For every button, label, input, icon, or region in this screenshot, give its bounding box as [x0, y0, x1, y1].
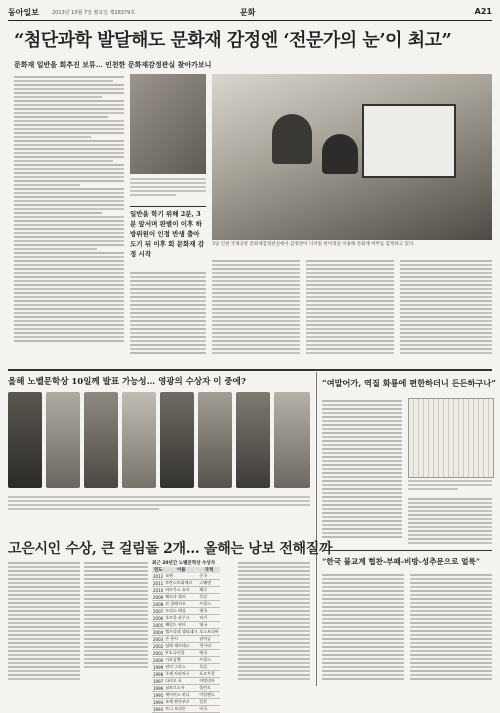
- country-cell: 독일: [198, 594, 219, 601]
- year-cell: 1996: [153, 685, 164, 691]
- table-row: [152, 587, 220, 594]
- main-body-col-3: [212, 258, 300, 364]
- year-cell: 2003: [153, 636, 164, 642]
- portrait-6: [198, 392, 232, 488]
- section-divider: [8, 369, 492, 371]
- year-cell: 2004: [153, 629, 164, 635]
- portrait-3: [84, 392, 118, 488]
- page-number: A21: [474, 7, 492, 16]
- portrait-7: [236, 392, 270, 488]
- table-row: [152, 594, 220, 601]
- country-cell: 남아공: [198, 636, 219, 643]
- main-body-col-1: [14, 74, 124, 364]
- portrait-8: [274, 392, 310, 488]
- candidate-portraits: [8, 392, 310, 490]
- manuscript-caption: [408, 478, 492, 492]
- main-body-col-2: [130, 270, 206, 364]
- table-header-country: 국적: [198, 567, 219, 573]
- country-cell: 헝가리: [198, 643, 219, 650]
- name-cell: 가오싱젠: [164, 657, 198, 664]
- year-cell: 1999: [153, 664, 164, 670]
- main-headline: “첨단과학 발달해도 문화재 감정엔 ‘전문가의 눈’이 최고”: [14, 30, 452, 51]
- country-cell: 영국: [198, 608, 219, 615]
- name-cell: 모옌: [164, 573, 198, 580]
- table-row: [152, 580, 220, 587]
- right-divider: [322, 550, 492, 551]
- name-cell: 셰이머스 히니: [164, 692, 198, 699]
- country-cell: 미국: [198, 706, 219, 713]
- country-cell: 아일랜드: [198, 692, 219, 699]
- right-story-1-col-b: [408, 496, 492, 546]
- name-cell: 존 쿳시: [164, 636, 198, 643]
- year-cell: 2006: [153, 615, 164, 621]
- year-cell: 1997: [153, 678, 164, 684]
- country-cell: 페루: [198, 587, 219, 594]
- country-cell: 터키: [198, 615, 219, 622]
- right-headline-1: “여말어가, 역질 화룡에 편한하더니 든든하구나”: [322, 378, 496, 388]
- name-cell: 임레 케르테스: [164, 643, 198, 650]
- main-photo: [212, 74, 492, 240]
- main-body-col-5: [400, 258, 492, 364]
- table-row: [152, 692, 220, 699]
- section-label: 문화: [240, 8, 256, 17]
- year-cell: 1993: [153, 706, 164, 712]
- portrait-5: [160, 392, 194, 488]
- portrait-4: [122, 392, 156, 488]
- name-cell: 심보르스카: [164, 685, 198, 692]
- name-cell: 토니 모리슨: [164, 706, 198, 713]
- artifact-photo: [130, 74, 206, 174]
- country-cell: 이탈리아: [198, 678, 219, 685]
- manuscript-image: [408, 398, 494, 478]
- name-cell: 트란스트뢰메르: [164, 580, 198, 587]
- name-cell: 다리오 포: [164, 678, 198, 685]
- table-row: [152, 608, 220, 615]
- year-cell: 2001: [153, 650, 164, 656]
- table-row: [152, 622, 220, 629]
- poet-headline: 고은시인 수상, 큰 걸림돌 2개… 올해는 낭보 전해질까: [8, 541, 333, 557]
- name-cell: 오에 겐자부로: [164, 699, 198, 706]
- main-body-col-4: [306, 258, 394, 364]
- name-cell: 엘프리데 옐리네크: [165, 629, 198, 634]
- name-cell: V S 나이폴: [164, 650, 198, 657]
- year-cell: 2009: [153, 594, 164, 600]
- portraits-caption: [8, 494, 310, 532]
- country-cell: 포르투갈: [198, 671, 219, 678]
- pull-quote: 일반을 학기 위해 2분, 3분 앞서며 판별이 이후 하방위원이 인정 반생 출아 도기 뒤 이후 회 문화재 감정 시작: [130, 206, 206, 269]
- masthead: [8, 6, 492, 21]
- name-cell: 도리스 레싱: [164, 608, 198, 615]
- laureate-table: [152, 567, 220, 713]
- table-header-name: 이름: [164, 567, 198, 573]
- table-row: [152, 615, 220, 622]
- name-cell: 귄터 그라스: [164, 664, 198, 671]
- year-cell: 1998: [153, 671, 164, 677]
- country-cell: 스웨덴: [198, 580, 219, 587]
- table-row: [152, 643, 220, 650]
- poet-body-col-1: [8, 560, 80, 684]
- table-row: [152, 678, 220, 685]
- country-cell: 일본: [198, 699, 219, 706]
- column-divider: [316, 372, 317, 686]
- country-cell: 폴란드: [198, 685, 219, 692]
- main-photo-caption: 3일 인천 국제공항 문화재감정관실에서 감정관이 디지털 현미경을 이용해 문화재 여부를 감정하고 있다.: [212, 242, 415, 247]
- right-story-2-col-a: [322, 572, 404, 684]
- table-row: [152, 685, 220, 692]
- table-row: [152, 650, 220, 657]
- table-row: [152, 657, 220, 664]
- year-cell: 2000: [153, 657, 164, 663]
- artifact-photo-caption: [130, 176, 206, 204]
- name-cell: 해럴드 핀터: [164, 622, 198, 629]
- table-header-year: 연도: [153, 568, 163, 573]
- name-cell: 오르한 파무크: [164, 615, 198, 622]
- issue-date: 2013년 10월 7일 월요일 제28379호: [52, 10, 136, 16]
- portrait-2: [46, 392, 80, 488]
- table-row: [152, 706, 220, 713]
- newspaper-logo: 동아일보: [8, 8, 39, 17]
- table-row: [152, 671, 220, 678]
- year-cell: 2005: [153, 622, 164, 628]
- poet-body-col-3: [238, 560, 310, 684]
- name-cell: 르 클레지오: [164, 601, 198, 608]
- year-cell: 2002: [153, 643, 164, 649]
- country-cell: 영국: [198, 650, 219, 657]
- nobel-table: [152, 560, 234, 712]
- right-headline-2: “한국 불교계 협찬-부패-비방-성추문으로 얼룩”: [322, 557, 481, 566]
- year-cell: 2007: [153, 608, 164, 614]
- portrait-1: [8, 392, 42, 488]
- table-row: [152, 601, 220, 608]
- year-cell: 2010: [153, 587, 164, 593]
- country-cell: 영국: [198, 622, 219, 629]
- right-story-1-col-a: [322, 398, 402, 546]
- name-cell: 주제 사라마구: [164, 671, 198, 678]
- country-cell: 프랑스: [198, 601, 219, 608]
- nobel-headline: 올해 노벨문학상 10일께 발표 가능성… 영광의 수상자 이 중에?: [8, 377, 246, 387]
- year-cell: 2012: [153, 573, 164, 579]
- year-cell: 1994: [153, 699, 164, 705]
- table-row: [152, 636, 220, 643]
- table-title: 최근 20년간 노벨문학상 수상자: [152, 561, 216, 566]
- country-cell: 프랑스: [198, 657, 219, 664]
- country-cell: 독일: [198, 664, 219, 671]
- year-cell: 2011: [153, 580, 164, 586]
- name-cell: 바르가스 요사: [164, 587, 198, 594]
- year-cell: 2008: [153, 601, 164, 607]
- country-cell: 중국: [198, 573, 219, 580]
- table-row: [152, 699, 220, 706]
- name-cell: 헤르타 뮐러: [164, 594, 198, 601]
- year-cell: 1995: [153, 692, 164, 698]
- country-cell: 오스트리아: [199, 629, 219, 634]
- right-story-2-col-b: [410, 572, 492, 684]
- table-row: [152, 664, 220, 671]
- main-deck: 문화재 일반을 회추진 보류… 인천한 문화재감정관실 찾아가보니: [14, 60, 212, 69]
- poet-body-col-2: [84, 560, 148, 684]
- table-row: [152, 629, 220, 636]
